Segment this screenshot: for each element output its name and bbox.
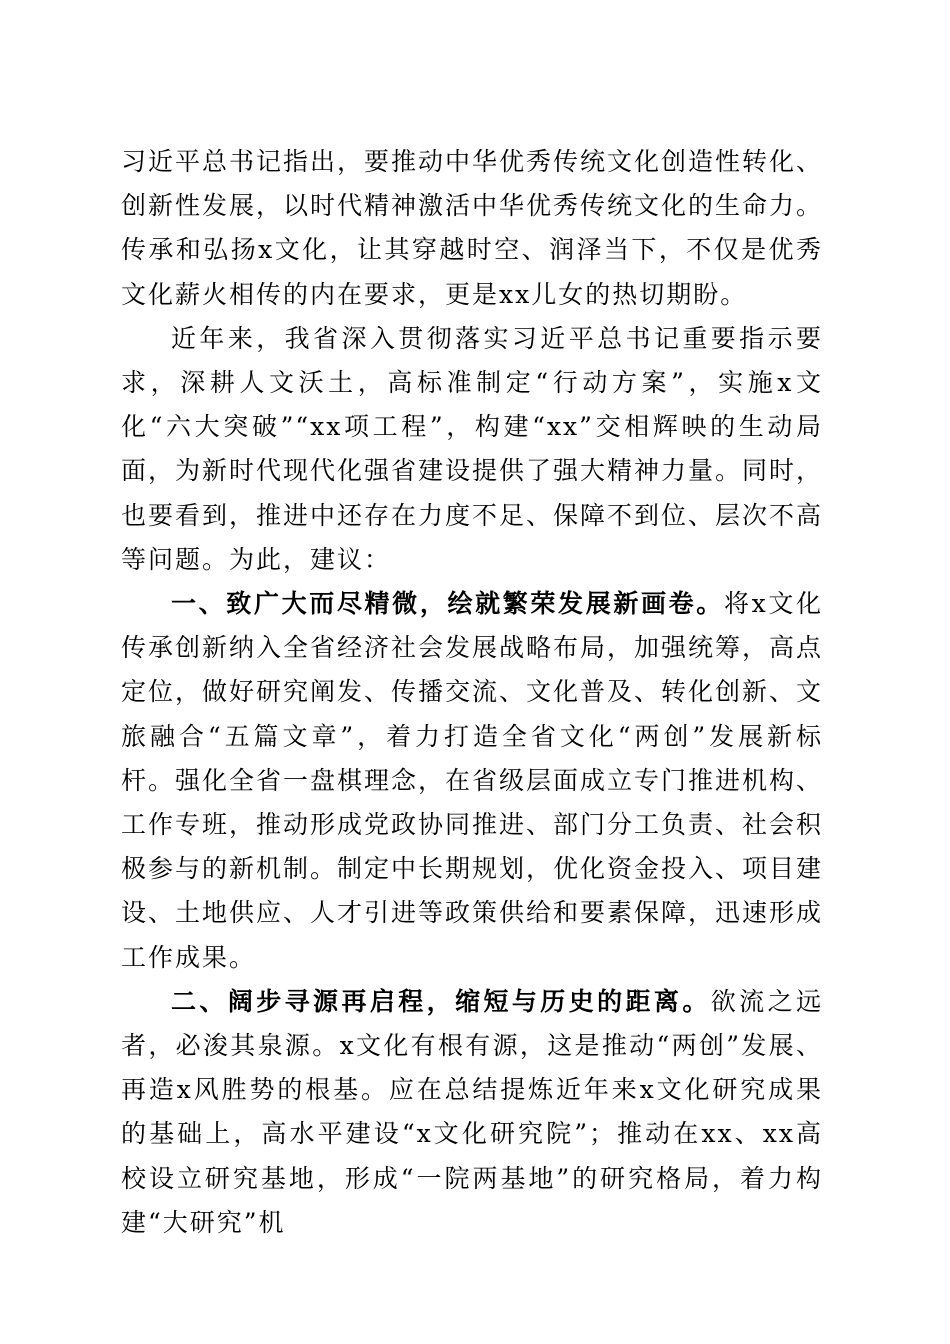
paragraph-intro-text: 习近平总书记指出，要推动中华优秀传统文化创造性转化、创新性发展，以时代精神激活中华优秀传统文化的生命力。传承和弘扬x文化，让其穿越时空、润泽当下，不仅是优秀文化薪火相传的内在要求，更是xx儿女的热切期盼。 [121, 147, 824, 309]
suggestion-2-text: 欲流之远者，必浚其泉源。x文化有根有源，这是推动“两创”发展、再造x风胜势的根基。应在总结提炼近年来x文化研究成果的基础上，高水平建设“x文化研究院”；推动在xx、xx高校设立研究基地，形成“一院两基地”的研究格局，着力构建“大研究”机 [121, 986, 823, 1237]
suggestion-2-heading: 二、阔步寻源再启程，缩短与历史的距离。 [171, 986, 711, 1016]
suggestion-1-text: 将x文化传承创新纳入全省经济社会发展战略布局，加强统筹，高点定位，做好研究阐发、传播交流、文化普及、转化创新、文旅融合“五篇文章”，着力打造全省文化“两创”发展新标杆。强化全省一盘棋理念，在省级层面成立专门推进机构、工作专班，推动形成党政协同推进、部门分工负责、社会积极参与的新机制。制定中长期规划，优化资金投入、项目建设、土地供应、人才引进等政策供给和要素保障，迅速形成工作成果。 [121, 589, 824, 972]
suggestion-1-heading: 一、致广大而尽精微，绘就繁荣发展新画卷。 [171, 589, 724, 619]
paragraph-intro [121, 140, 823, 317]
paragraph-suggestion-2 [121, 980, 823, 1245]
paragraph-suggestion-1 [121, 582, 823, 980]
document-page [121, 140, 823, 1245]
paragraph-context-text: 近年来，我省深入贯彻落实习近平总书记重要指示要求，深耕人文沃土，高标准制定“行动方案”，实施x文化“六大突破”“xx项工程”，构建“xx”交相辉映的生动局面，为新时代现代化强省建设提供了强大精神力量。同时，也要看到，推进中还存在力度不足、保障不到位、层次不高等问题。为此，建议： [121, 323, 824, 574]
paragraph-context [121, 317, 823, 582]
